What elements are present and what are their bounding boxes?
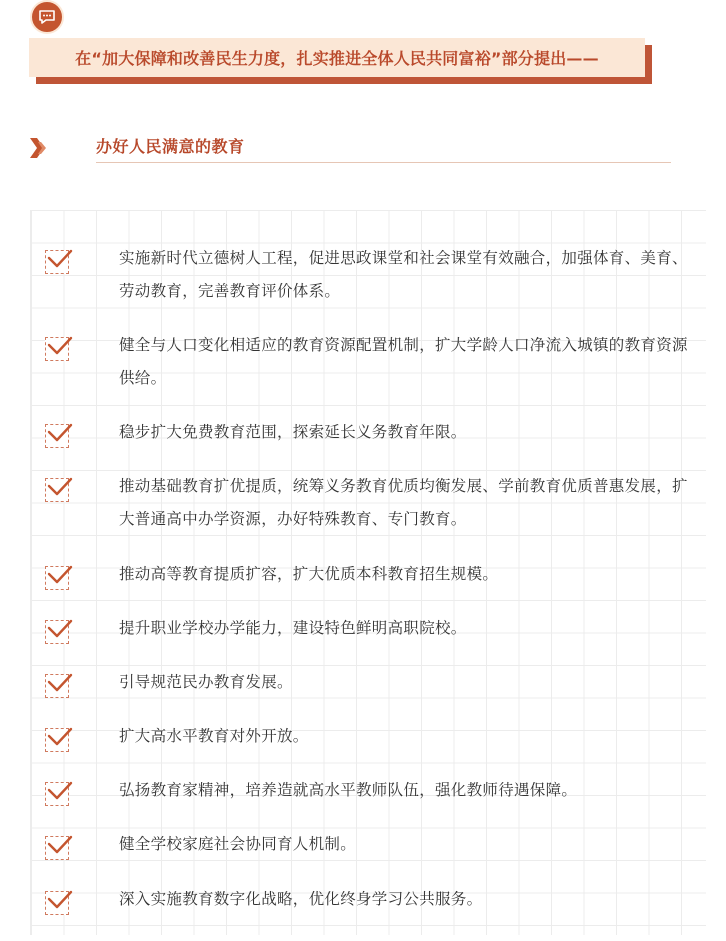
section-title: 办好人民满意的教育: [96, 137, 245, 156]
checkbox-checked-icon: [45, 566, 69, 590]
item-text: 弘扬教育家精神，培养造就高水平教师队伍，强化教师待遇保障。: [119, 781, 578, 799]
checkbox-checked-icon: [45, 782, 69, 806]
item-text: 提升职业学校办学能力，建设特色鲜明高职院校。: [119, 619, 467, 637]
header-banner: [29, 38, 645, 77]
item-list: [30, 210, 706, 935]
section-divider: [96, 162, 671, 163]
checkbox-checked-icon: [45, 424, 69, 448]
double-chevron-right-icon: [30, 138, 48, 158]
checkbox-checked-icon: [45, 674, 69, 698]
checkbox-checked-icon: [45, 836, 69, 860]
checkbox-checked-icon: [45, 337, 69, 361]
banner-text: 在“加大保障和改善民生力度，扎实推进全体人民共同富裕”部分提出——: [75, 49, 599, 68]
checkbox-checked-icon: [45, 250, 69, 274]
item-text: 推动基础教育扩优提质，统筹义务教育优质均衡发展、学前教育优质普惠发展，扩大普通高中办学资源，办好特殊教育、专门教育。: [119, 477, 688, 528]
item-text: 扩大高水平教育对外开放。: [119, 727, 309, 745]
chat-bubble-icon: [30, 0, 64, 34]
item-text: 推动高等教育提质扩容，扩大优质本科教育招生规模。: [119, 565, 499, 583]
checkbox-checked-icon: [45, 620, 69, 644]
item-text: 稳步扩大免费教育范围，探索延长义务教育年限。: [119, 423, 467, 441]
checkbox-checked-icon: [45, 891, 69, 915]
checkbox-checked-icon: [45, 728, 69, 752]
item-text: 深入实施教育数字化战略，优化终身学习公共服务。: [119, 890, 483, 908]
item-text: 健全与人口变化相适应的教育资源配置机制，扩大学龄人口净流入城镇的教育资源供给。: [119, 336, 688, 387]
item-text: 引导规范民办教育发展。: [119, 673, 293, 691]
item-text: 健全学校家庭社会协同育人机制。: [119, 835, 357, 853]
checkbox-checked-icon: [45, 478, 69, 502]
item-text: 实施新时代立德树人工程，促进思政课堂和社会课堂有效融合，加强体育、美育、劳动教育，完善教育评价体系。: [119, 249, 688, 300]
